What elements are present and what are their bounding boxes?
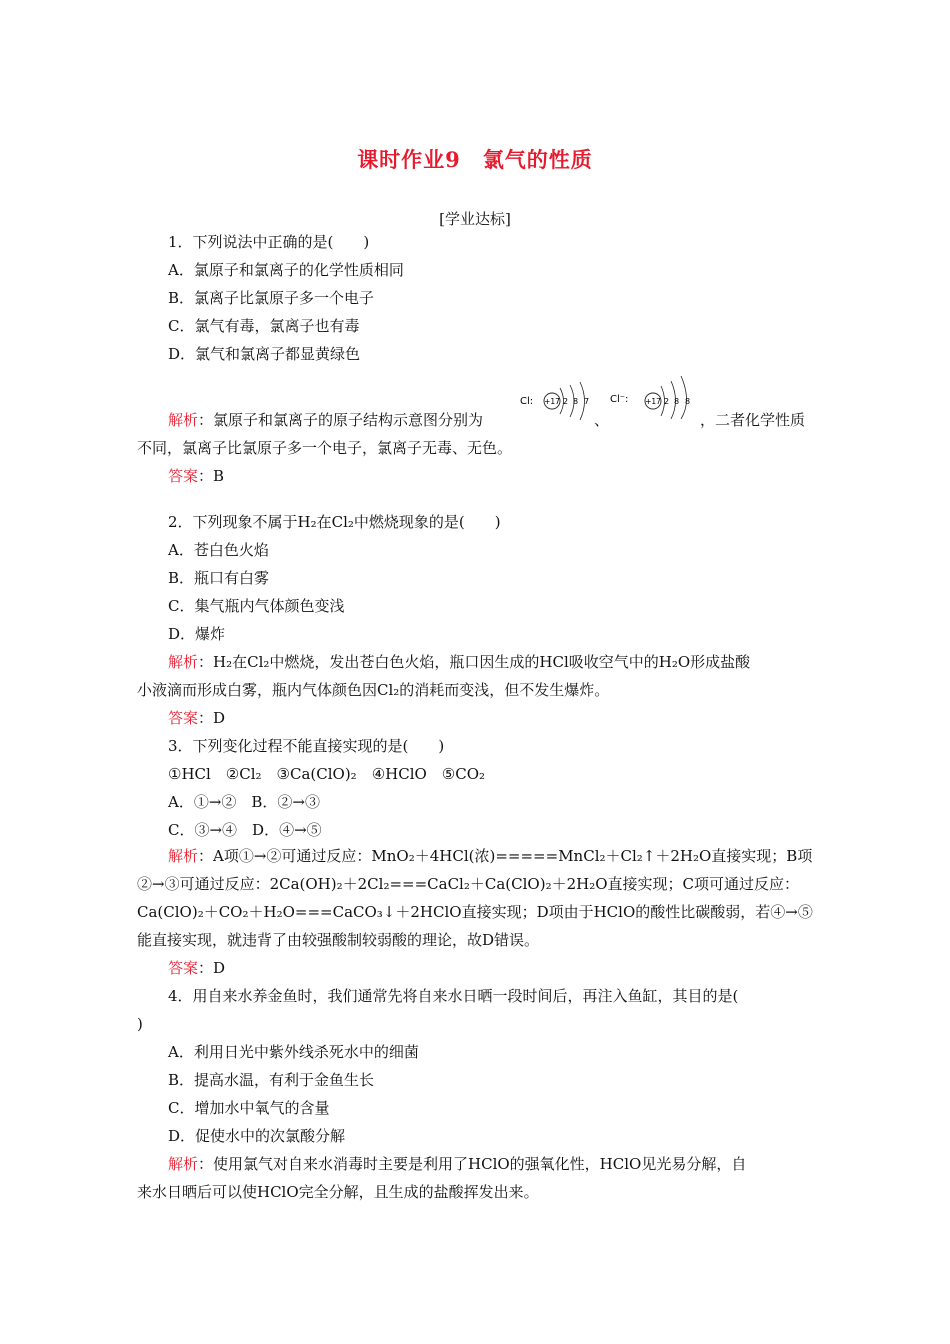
- q1-option-a: A．氯原子和氯离子的化学性质相同: [168, 261, 404, 279]
- q3-analysis-line-4: 能直接实现，就违背了由较强酸制较弱酸的理论，故D错误。: [137, 931, 540, 949]
- q3-stem: 3．下列变化过程不能直接实现的是( ): [168, 737, 445, 755]
- answer-label: 答案: [168, 709, 199, 727]
- q2-analysis-line-2: 小液滴而形成白雾，瓶内气体颜色因Cl₂的消耗而变浅，但不发生爆炸。: [137, 681, 610, 699]
- title-lesson: 课时作业9: [357, 147, 461, 172]
- q2-option-b: B．瓶口有白雾: [168, 569, 270, 587]
- q2-option-c: C．集气瓶内气体颜色变浅: [168, 597, 345, 615]
- answer-label: 答案: [168, 959, 199, 977]
- shell-electrons: 2: [563, 397, 569, 406]
- q3-items: ①HCl ②Cl₂ ③Ca(ClO)₂ ④HClO ⑤CO₂: [168, 765, 486, 783]
- q4-option-b: B．提高水温，有利于金鱼生长: [168, 1071, 375, 1089]
- q4-stem-line-2: ): [137, 1015, 143, 1033]
- q3-answer: 答案：D: [168, 959, 226, 977]
- q2-analysis-line-1: 解析：H₂在Cl₂中燃烧，发出苍白色火焰，瓶口因生成的HCl吸收空气中的H₂O形成盐酸: [168, 653, 751, 671]
- shell-electrons: 2: [664, 397, 670, 406]
- q2-answer: 答案：D: [168, 709, 226, 727]
- analysis-label: 解析: [168, 411, 199, 429]
- q3-analysis-line-2: ②→③可通过反应：2Ca(OH)₂＋2Cl₂===CaCl₂＋Ca(ClO)₂＋2H₂O直接实现；C项可通过反应：: [137, 875, 799, 893]
- q1-analysis-line-1-end: ，二者化学性质: [700, 411, 806, 429]
- q2-stem: 2．下列现象不属于H₂在Cl₂中燃烧现象的是( ): [168, 513, 501, 531]
- shell-electrons: 8: [685, 397, 691, 406]
- diagram-cl-ion-label: Cl⁻:: [610, 394, 629, 405]
- answer-label: 答案: [168, 467, 199, 485]
- q4-analysis-line-2: 来水日晒后可以使HClO完全分解，且生成的盐酸挥发出来。: [137, 1183, 539, 1201]
- q1-answer: 答案：B: [168, 467, 225, 485]
- q4-option-d: D．促使水中的次氯酸分解: [168, 1127, 346, 1145]
- q4-analysis-line-1: 解析：使用氯气对自来水消毒时主要是利用了HClO的强氧化性，HClO见光易分解，自: [168, 1155, 747, 1173]
- shell-electrons: 8: [674, 397, 680, 406]
- q2-option-d: D．爆炸: [168, 625, 226, 643]
- analysis-label: 解析: [168, 847, 199, 865]
- diagram-cl-label: Cl:: [520, 396, 534, 407]
- analysis-label: 解析: [168, 1155, 199, 1173]
- shell-electrons: 8: [573, 397, 579, 406]
- shell-electrons: 7: [584, 397, 590, 406]
- q1-option-c: C．氯气有毒，氯离子也有毒: [168, 317, 360, 335]
- q4-option-c: C．增加水中氧气的含量: [168, 1099, 330, 1117]
- q3-options-ab: A．①→② B．②→③: [168, 793, 320, 811]
- analysis-label: 解析: [168, 653, 199, 671]
- q2-option-a: A．苍白色火焰: [168, 541, 269, 559]
- q1-analysis-separator: 、: [594, 411, 610, 429]
- q4-stem-line-1: 4．用自来水养金鱼时，我们通常先将自来水日晒一段时间后，再注入鱼缸，其目的是(: [168, 987, 739, 1005]
- nucleus-charge: +17: [645, 397, 661, 406]
- section-heading: [学业达标]: [439, 210, 511, 228]
- q4-option-a: A．利用日光中紫外线杀死水中的细菌: [168, 1043, 419, 1061]
- page-title: [0, 144, 950, 174]
- q1-stem: 1．下列说法中正确的是( ): [168, 233, 370, 251]
- title-topic: 氯气的性质: [482, 147, 593, 172]
- q1-analysis-line-1: 解析：氯原子和氯离子的原子结构示意图分别为: [168, 411, 484, 429]
- q1-option-d: D．氯气和氯离子都显黄绿色: [168, 345, 361, 363]
- q3-options-cd: C．③→④ D．④→⑤: [168, 821, 322, 839]
- nucleus-charge: +17: [544, 397, 560, 406]
- q3-analysis-line-1: 解析：A项①→②可通过反应：MnO₂＋4HCl(浓)=====MnCl₂＋Cl₂↑＋2H₂O直接实现；B项: [168, 847, 813, 865]
- q1-option-b: B．氯离子比氯原子多一个电子: [168, 289, 375, 307]
- q1-analysis-line-2: 不同，氯离子比氯原子多一个电子，氯离子无毒、无色。: [137, 439, 513, 457]
- q3-analysis-line-3: Ca(ClO)₂＋CO₂＋H₂O===CaCO₃↓＋2HClO直接实现；D项由于HClO的酸性比碳酸弱，若④→⑤: [137, 903, 813, 921]
